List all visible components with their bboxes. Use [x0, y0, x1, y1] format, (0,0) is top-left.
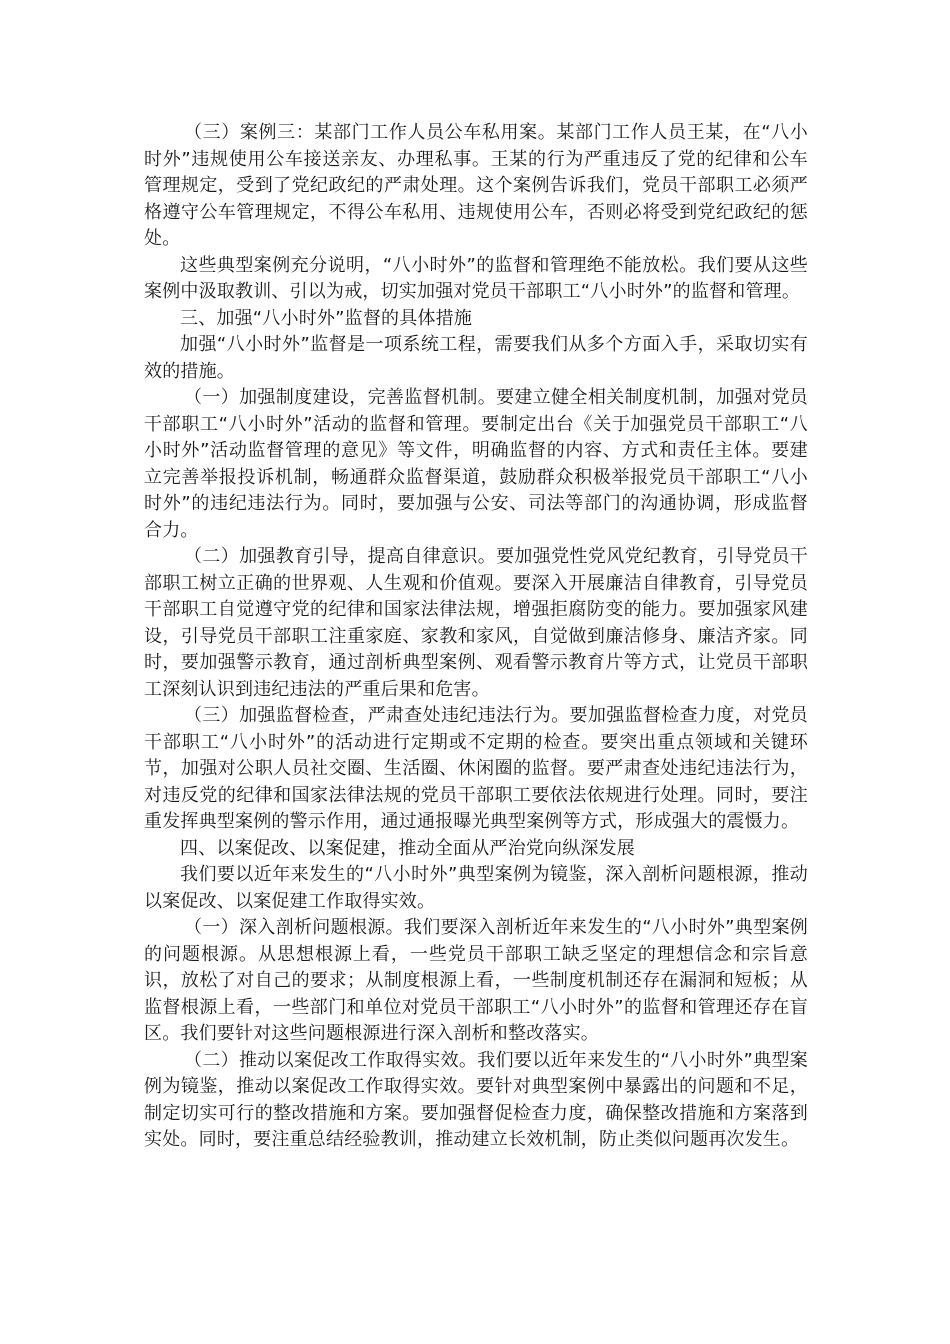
measure-three-paragraph: （三）加强监督检查，严肃查处违纪违法行为。要加强监督检查力度，对党员干部职工“八小时外”的活动进行定期或不定期的检查。要突出重点领域和关键环节，加强对公职人员社交圈、生活圈、休闲圈的监督。要严肃查处违纪违法行为，对违反党的纪律和国家法律法规的党员干部职工要依法依规进行处理。同时，要注重发挥典型案例的警示作用，通过通报曝光典型案例等方式，形成强大的震慑力。	[144, 705, 808, 832]
document-page	[144, 120, 808, 1154]
section-three-intro: 加强“八小时外”监督是一项系统工程，需要我们从多个方面入手，采取切实有效的措施。	[144, 334, 808, 382]
reform-one-paragraph: （一）深入剖析问题根源。我们要深入剖析近年来发生的“八小时外”典型案例的问题根源。从思想根源上看，一些党员干部职工缺乏坚定的理想信念和宗旨意识，放松了对自己的要求；从制度根源上看，一些制度机制还存在漏洞和短板；从监督根源上看，一些部门和单位对党员干部职工“八小时外”的监督和管理还存在盲区。我们要针对这些问题根源进行深入剖析和整改落实。	[144, 917, 808, 1044]
section-three-heading: 三、加强“八小时外”监督的具体措施	[180, 307, 473, 329]
section-four-intro: 我们要以近年来发生的“八小时外”典型案例为镜鉴，深入剖析问题根源，推动以案促改、以案促建工作取得实效。	[144, 864, 808, 912]
summary-paragraph: 这些典型案例充分说明，“八小时外”的监督和管理绝不能放松。我们要从这些案例中汲取教训、引以为戒，切实加强对党员干部职工“八小时外”的监督和管理。	[144, 254, 808, 302]
reform-two-paragraph: （二）推动以案促改工作取得实效。我们要以近年来发生的“八小时外”典型案例为镜鉴，推动以案促改工作取得实效。要针对典型案例中暴露出的问题和不足，制定切实可行的整改措施和方案。要加强督促检查力度，确保整改措施和方案落到实处。同时，要注重总结经验教训，推动建立长效机制，防止类似问题再次发生。	[144, 1049, 808, 1150]
measure-two-paragraph: （二）加强教育引导，提高自律意识。要加强党性党风党纪教育，引导党员干部职工树立正确的世界观、人生观和价值观。要深入开展廉洁自律教育，引导党员干部职工自觉遵守党的纪律和国家法律法规，增强拒腐防变的能力。要加强家风建设，引导党员干部职工注重家庭、家教和家风，自觉做到廉洁修身、廉洁齐家。同时，要加强警示教育，通过剖析典型案例、观看警示教育片等方式，让党员干部职工深刻认识到违纪违法的严重后果和危害。	[144, 546, 808, 700]
section-four-heading: 四、以案促改、以案促建，推动全面从严治党向纵深发展	[180, 837, 635, 859]
case-three-paragraph: （三）案例三：某部门工作人员公车私用案。某部门工作人员王某，在“八小时外”违规使用公车接送亲友、办理私事。王某的行为严重违反了党的纪律和公车管理规定，受到了党纪政纪的严肃处理。这个案例告诉我们，党员干部职工必须严格遵守公车管理规定，不得公车私用、违规使用公车，否则必将受到党纪政纪的惩处。	[144, 122, 808, 249]
measure-one-paragraph: （一）加强制度建设，完善监督机制。要建立健全相关制度机制，加强对党员干部职工“八小时外”活动的监督和管理。要制定出台《关于加强党员干部职工“八小时外”活动监督管理的意见》等文件，明确监督的内容、方式和责任主体。要建立完善举报投诉机制，畅通群众监督渠道，鼓励群众积极举报党员干部职工“八小时外”的违纪违法行为。同时，要加强与公安、司法等部门的沟通协调，形成监督合力。	[144, 387, 808, 541]
